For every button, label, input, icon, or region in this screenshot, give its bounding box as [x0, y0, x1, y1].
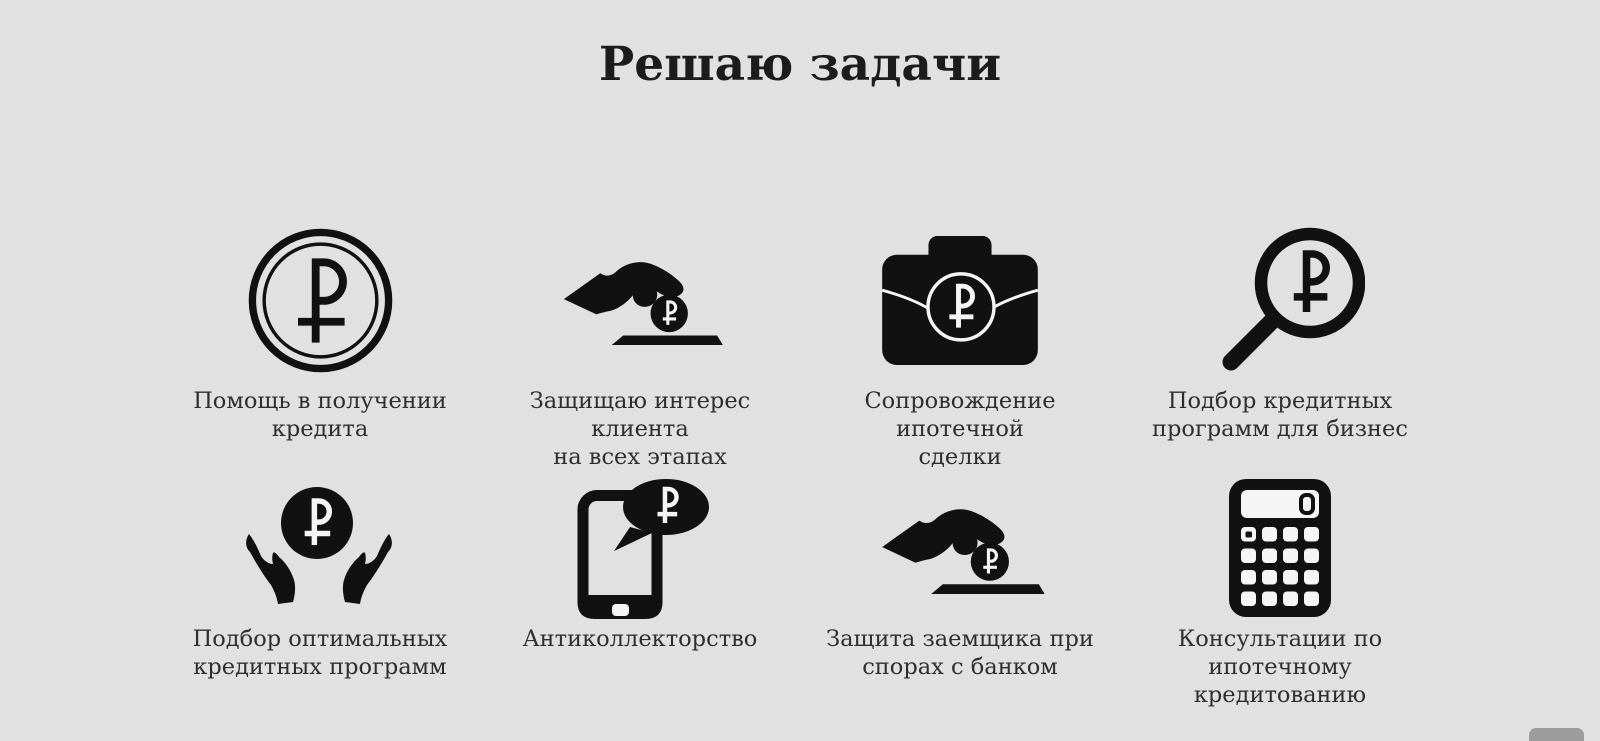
hand-giving-coin-icon: [874, 479, 1046, 617]
service-caption: Антиколлекторство: [522, 626, 758, 653]
briefcase-ruble-icon: [881, 221, 1039, 379]
phone-ruble-bubble-icon: [570, 479, 710, 617]
service-caption: Сопровождение ипотечной сделки: [864, 388, 1056, 471]
service-item-mortgage-consulting: [1120, 479, 1440, 709]
hand-giving-coin-icon: [556, 221, 724, 379]
calculator-icon: [1228, 479, 1332, 617]
service-caption: Подбор оптимальных кредитных программ: [192, 626, 448, 681]
service-caption: Помощь в получении кредита: [193, 388, 447, 443]
service-item-client-interest: [480, 221, 800, 471]
magnifier-ruble-icon: [1195, 221, 1365, 379]
service-item-business-programs: [1120, 221, 1440, 471]
services-grid: [160, 221, 1440, 709]
service-item-anticollector: [480, 479, 800, 709]
hands-holding-coin-icon: [235, 479, 405, 617]
service-caption: Защита заемщика при спорах с банком: [826, 626, 1094, 681]
service-item-credit-help: [160, 221, 480, 471]
ruble-coin-icon: [247, 221, 394, 379]
service-item-mortgage-deal: [800, 221, 1120, 471]
service-item-borrower-defense: [800, 479, 1120, 709]
page-title: Решаю задачи: [598, 37, 1002, 93]
service-caption: Защищаю интерес клиента на всех этапах: [529, 388, 751, 471]
service-item-optimal-programs: [160, 479, 480, 709]
service-caption: Консультации по ипотечному кредитованию: [1177, 626, 1383, 709]
scroll-top-tab[interactable]: [1529, 728, 1584, 741]
service-caption: Подбор кредитных программ для бизнес: [1152, 388, 1408, 443]
